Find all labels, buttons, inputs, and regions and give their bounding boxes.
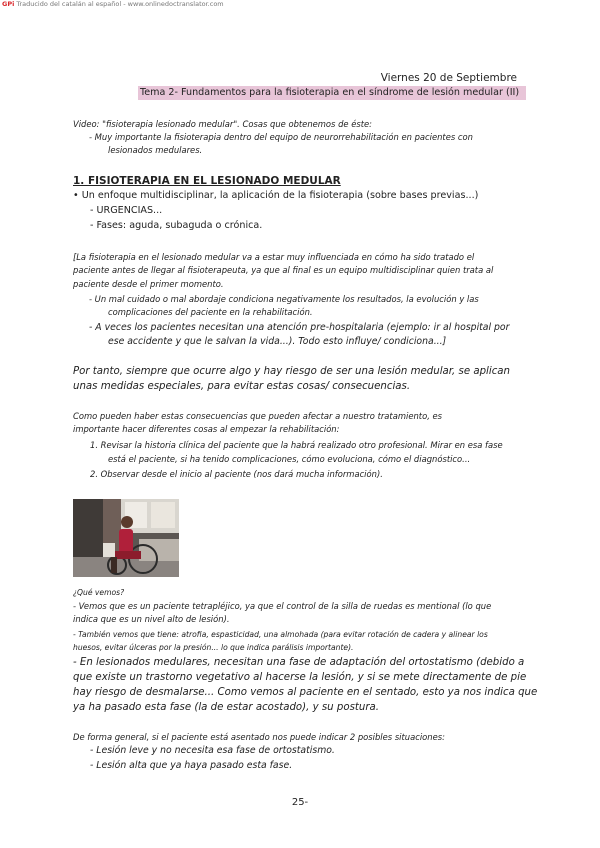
general-situation1: - Lesión leve y no necesita esa fase de ortostatismo. xyxy=(90,745,335,756)
bracket-bullet1-line2: complicaciones del paciente en la rehabilitación. xyxy=(108,307,313,317)
consecuencias-line1: Como pueden haber estas consecuencias que pueden afectar a nuestro tratamiento, es xyxy=(73,411,443,421)
date-heading: Viernes 20 de Septiembre xyxy=(380,72,517,84)
translator-logo: GPi xyxy=(2,0,15,8)
watermark-text: Traducido del catalán al español - www.onlinedoctranslator.com xyxy=(16,0,224,8)
section-sub-urgencias: - URGENCIAS... xyxy=(90,205,163,216)
que-vemos-p3-line1: - En lesionados medulares, necesitan una fase de adaptación del ortostatismo (debido a xyxy=(73,657,525,668)
bracket-line1: [La fisioterapia en el lesionado medular va a estar muy influenciada en cómo ha sido tratado el xyxy=(73,252,475,262)
bracket-bullet2-line2: ese accidente y que le salvan la vida...). Todo esto influye/ condiciona...] xyxy=(108,336,447,347)
que-vemos-p2-line2: huesos, evitar úlceras por la presión... lo que indica parálisis importante). xyxy=(73,643,354,652)
bracket-bullet1-line1: - Un mal cuidado o mal abordaje condiciona negativamente los resultados, la evolución y las xyxy=(89,294,479,304)
topic-title: Tema 2- Fundamentos para la fisioterapia en el síndrome de lesión medular (II) xyxy=(138,86,526,100)
video-bullet-line2: lesionados medulares. xyxy=(108,145,203,155)
que-vemos-p3-line2: que existe un trastorno vegetativo al hacerse la lesión, y si se mete directamente de pie xyxy=(73,672,527,683)
general-situation2: - Lesión alta que ya haya pasado esta fase. xyxy=(90,760,293,771)
bracket-line2: paciente antes de llegar al fisioterapeuta, ya que al final es un equipo multidisciplinar quien trata al xyxy=(73,265,494,275)
section-sub-fases: - Fases: aguda, subaguda o crónica. xyxy=(90,220,263,231)
por-tanto-line1: Por tanto, siempre que ocurre algo y hay riesgo de ser una lesión medular, se aplican xyxy=(73,366,511,377)
translator-watermark xyxy=(2,0,224,8)
que-vemos-title: ¿Qué vemos? xyxy=(73,588,125,597)
que-vemos-p3-line3: hay riesgo de desmalarse... Como vemos al paciente en el sentado, esto ya nos indica que xyxy=(73,687,538,698)
video-bullet-line1: - Muy importante la fisioterapia dentro del equipo de neurorrehabilitación en pacientes con xyxy=(89,132,473,142)
bracket-bullet2-line1: - A veces los pacientes necesitan una atención pre-hospitalaria (ejemplo: ir al hospital por xyxy=(89,322,510,333)
page-number: 25- xyxy=(291,797,309,808)
patient-wheelchair-photo xyxy=(73,499,179,577)
consecuencias-line2: importante hacer diferentes cosas al empezar la rehabilitación: xyxy=(73,424,340,434)
consecuencias-item1-line1: 1. Revisar la historia clínica del paciente que la habrá realizado otro profesional. Mirar en esa fase xyxy=(90,440,503,450)
consecuencias-item2: 2. Observar desde el inicio al paciente (nos dará mucha información). xyxy=(90,469,383,479)
por-tanto-line2: unas medidas especiales, para evitar estas cosas/ consecuencias. xyxy=(73,381,411,392)
video-intro: Video: "fisioterapia lesionado medular". Cosas que obtenemos de éste: xyxy=(73,119,372,129)
que-vemos-p3-line4: ya ha pasado esta fase (la de estar acostado), y su postura. xyxy=(73,702,380,713)
section-bullet: • Un enfoque multidisciplinar, la aplicación de la fisioterapia (sobre bases previas...) xyxy=(73,190,479,201)
que-vemos-p1-line1: - Vemos que es un paciente tetrapléjico, ya que el control de la silla de ruedas es mentional (lo que xyxy=(73,601,492,611)
patient-photo-illustration xyxy=(73,499,179,577)
que-vemos-p2-line1: - También vemos que tiene: atrofia, espasticidad, una almohada (para evitar rotación de cadera y alinear los xyxy=(73,630,488,639)
bracket-line3: paciente desde el primer momento. xyxy=(73,279,224,289)
general-intro: De forma general, si el paciente está asentado nos puede indicar 2 posibles situaciones: xyxy=(73,732,445,742)
que-vemos-p1-line2: indica que es un nivel alto de lesión). xyxy=(73,614,230,624)
consecuencias-item1-line2: está el paciente, si ha tenido complicaciones, cómo evoluciona, cómo el diagnóstico... xyxy=(108,454,471,464)
section-heading: 1. FISIOTERAPIA EN EL LESIONADO MEDULAR xyxy=(73,175,341,187)
